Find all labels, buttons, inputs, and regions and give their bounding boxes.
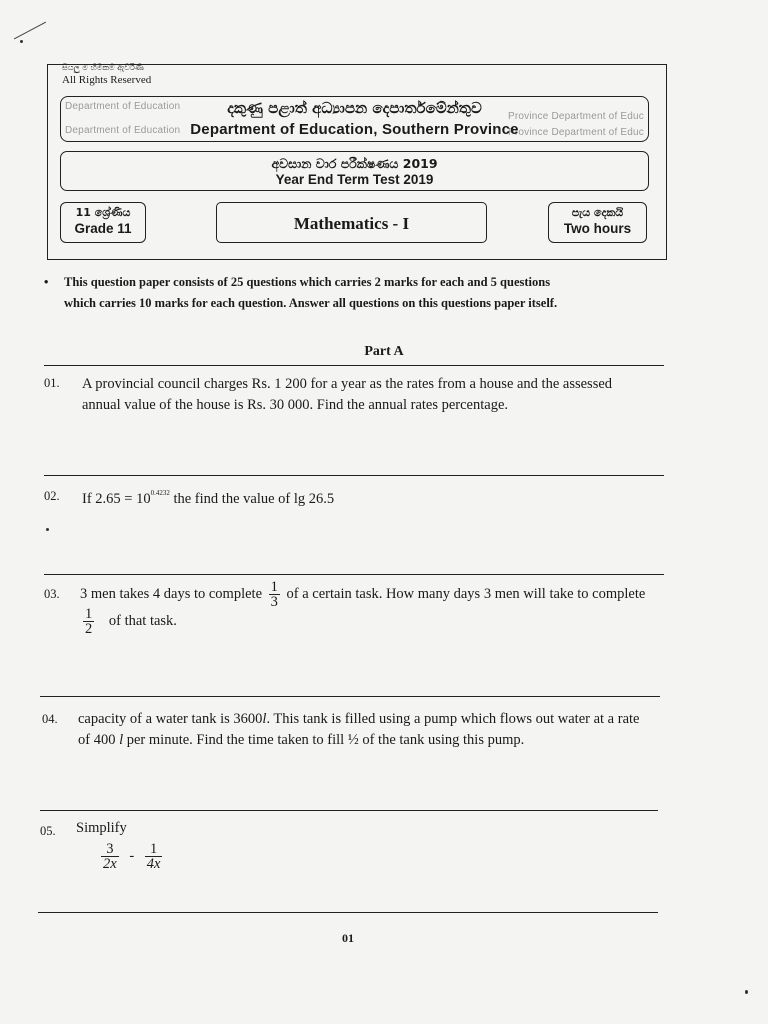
duration-box xyxy=(548,202,647,243)
fraction-numerator: 3 xyxy=(101,842,119,857)
watermark-left: Department of Education xyxy=(65,101,181,112)
answer-line xyxy=(44,574,664,575)
fraction-numerator: 1 xyxy=(85,606,93,622)
fraction-numerator: 1 xyxy=(145,842,163,857)
question-4-text-a: capacity of a water tank is 3600 xyxy=(78,711,263,727)
question-4-text-d: per minute. Find the time taken to fill xyxy=(126,732,345,748)
grade-box xyxy=(60,202,146,243)
department-name-sinhala: දකුණු පළාත් අධ්‍යාපන දෙපාර්තමේන්තුව xyxy=(227,99,482,117)
question-3-text-a: 3 men takes 4 days to complete xyxy=(80,585,263,602)
minus-operator: - xyxy=(129,847,135,864)
fraction-one-third xyxy=(269,580,280,609)
department-name-english: Department of Education, Southern Province xyxy=(190,121,519,138)
question-4-text-b: . This tank is filled using a pump which flows out water at a rate xyxy=(266,711,640,727)
scan-speck xyxy=(745,990,748,994)
answer-line xyxy=(38,912,658,913)
subject-box xyxy=(216,202,487,243)
question-number: 05. xyxy=(40,824,56,838)
question-2-prefix: If 2.65 = 10 xyxy=(82,490,151,507)
term-title-sinhala: අවසාන වාර පරීක්ෂණය 2019 xyxy=(271,156,438,171)
fraction-denominator: 3 xyxy=(270,594,278,610)
department-box xyxy=(60,96,649,142)
fraction-half: ½ xyxy=(347,732,359,748)
question-3-text-b: of a certain task. How many days 3 men will take to complete xyxy=(286,585,646,602)
question-number: 01. xyxy=(44,376,60,390)
instruction-line-2: which carries 10 marks for each question. Answer all questions on this questions paper itself. xyxy=(64,296,558,310)
duration-sinhala: පැය දෙකයි xyxy=(571,206,624,219)
question-number: 03. xyxy=(44,587,60,601)
question-5-title: Simplify xyxy=(76,820,127,836)
litre-unit: l xyxy=(119,732,124,748)
question-4-line-1 xyxy=(78,709,678,730)
litre-unit: l xyxy=(262,711,267,727)
question-2-exponent: 0.4232 xyxy=(150,489,170,497)
grade-english: Grade 11 xyxy=(74,221,132,236)
question-3-line-2 xyxy=(80,607,680,636)
question-1-text xyxy=(82,374,672,416)
question-1-line-1: A provincial council charges Rs. 1 200 for a year as the rates from a house and the assessed xyxy=(82,376,613,392)
duration-english: Two hours xyxy=(563,221,632,236)
grade-sinhala: 11 ශ්‍රේණිය xyxy=(75,206,131,219)
fraction-denominator: 4x xyxy=(146,856,161,872)
question-3-text xyxy=(80,580,680,636)
fraction-denominator: 2x xyxy=(103,856,117,872)
fraction-1-over-4x xyxy=(145,842,163,871)
scan-mark xyxy=(14,22,46,40)
watermark-left-2: Department of Education xyxy=(65,125,181,136)
question-2-text xyxy=(82,485,672,510)
answer-line xyxy=(44,475,664,476)
rights-english: All Rights Reserved xyxy=(62,74,152,86)
fraction-denominator: 2 xyxy=(85,621,93,637)
watermark-right-2: Province Department of Educ xyxy=(507,127,644,138)
bullet-icon: • xyxy=(44,275,49,289)
scan-speck xyxy=(46,528,49,531)
answer-line xyxy=(40,696,660,697)
part-title: Part A xyxy=(364,344,404,359)
subject-title: Mathematics - I xyxy=(293,214,410,233)
fraction-one-half xyxy=(83,607,94,636)
term-box xyxy=(60,151,649,191)
fraction-numerator: 1 xyxy=(270,579,278,595)
question-4-text-e: of the tank using this pump. xyxy=(362,732,525,748)
question-4-line-2 xyxy=(78,730,678,751)
instruction-line-1: This question paper consists of 25 questions which carries 2 marks for each and 5 questions xyxy=(64,275,551,289)
watermark-right: Province Department of Educ xyxy=(507,111,644,122)
rights-sinhala: සියලු ම හිමිකම් ඇවිරිණි xyxy=(62,63,144,72)
question-2-suffix: the find the value of lg 26.5 xyxy=(169,490,335,507)
question-number: 04. xyxy=(42,712,58,726)
question-number: 02. xyxy=(44,489,60,503)
scan-speck xyxy=(20,40,23,43)
divider xyxy=(44,365,664,366)
answer-line xyxy=(40,810,658,811)
instructions xyxy=(44,272,684,314)
term-title-english: Year End Term Test 2019 xyxy=(275,172,434,187)
page-number: 01 xyxy=(342,931,354,945)
question-3-text-c: of that task. xyxy=(108,612,177,629)
question-3-line-1 xyxy=(80,580,680,609)
fraction-3-over-2x xyxy=(101,842,119,871)
question-4-text-c: of 400 xyxy=(78,732,116,748)
question-1-line-2: annual value of the house is Rs. 30 000. Find the annual rates percentage. xyxy=(82,397,509,413)
question-4-text xyxy=(78,709,678,751)
question-5-expression xyxy=(98,842,218,871)
